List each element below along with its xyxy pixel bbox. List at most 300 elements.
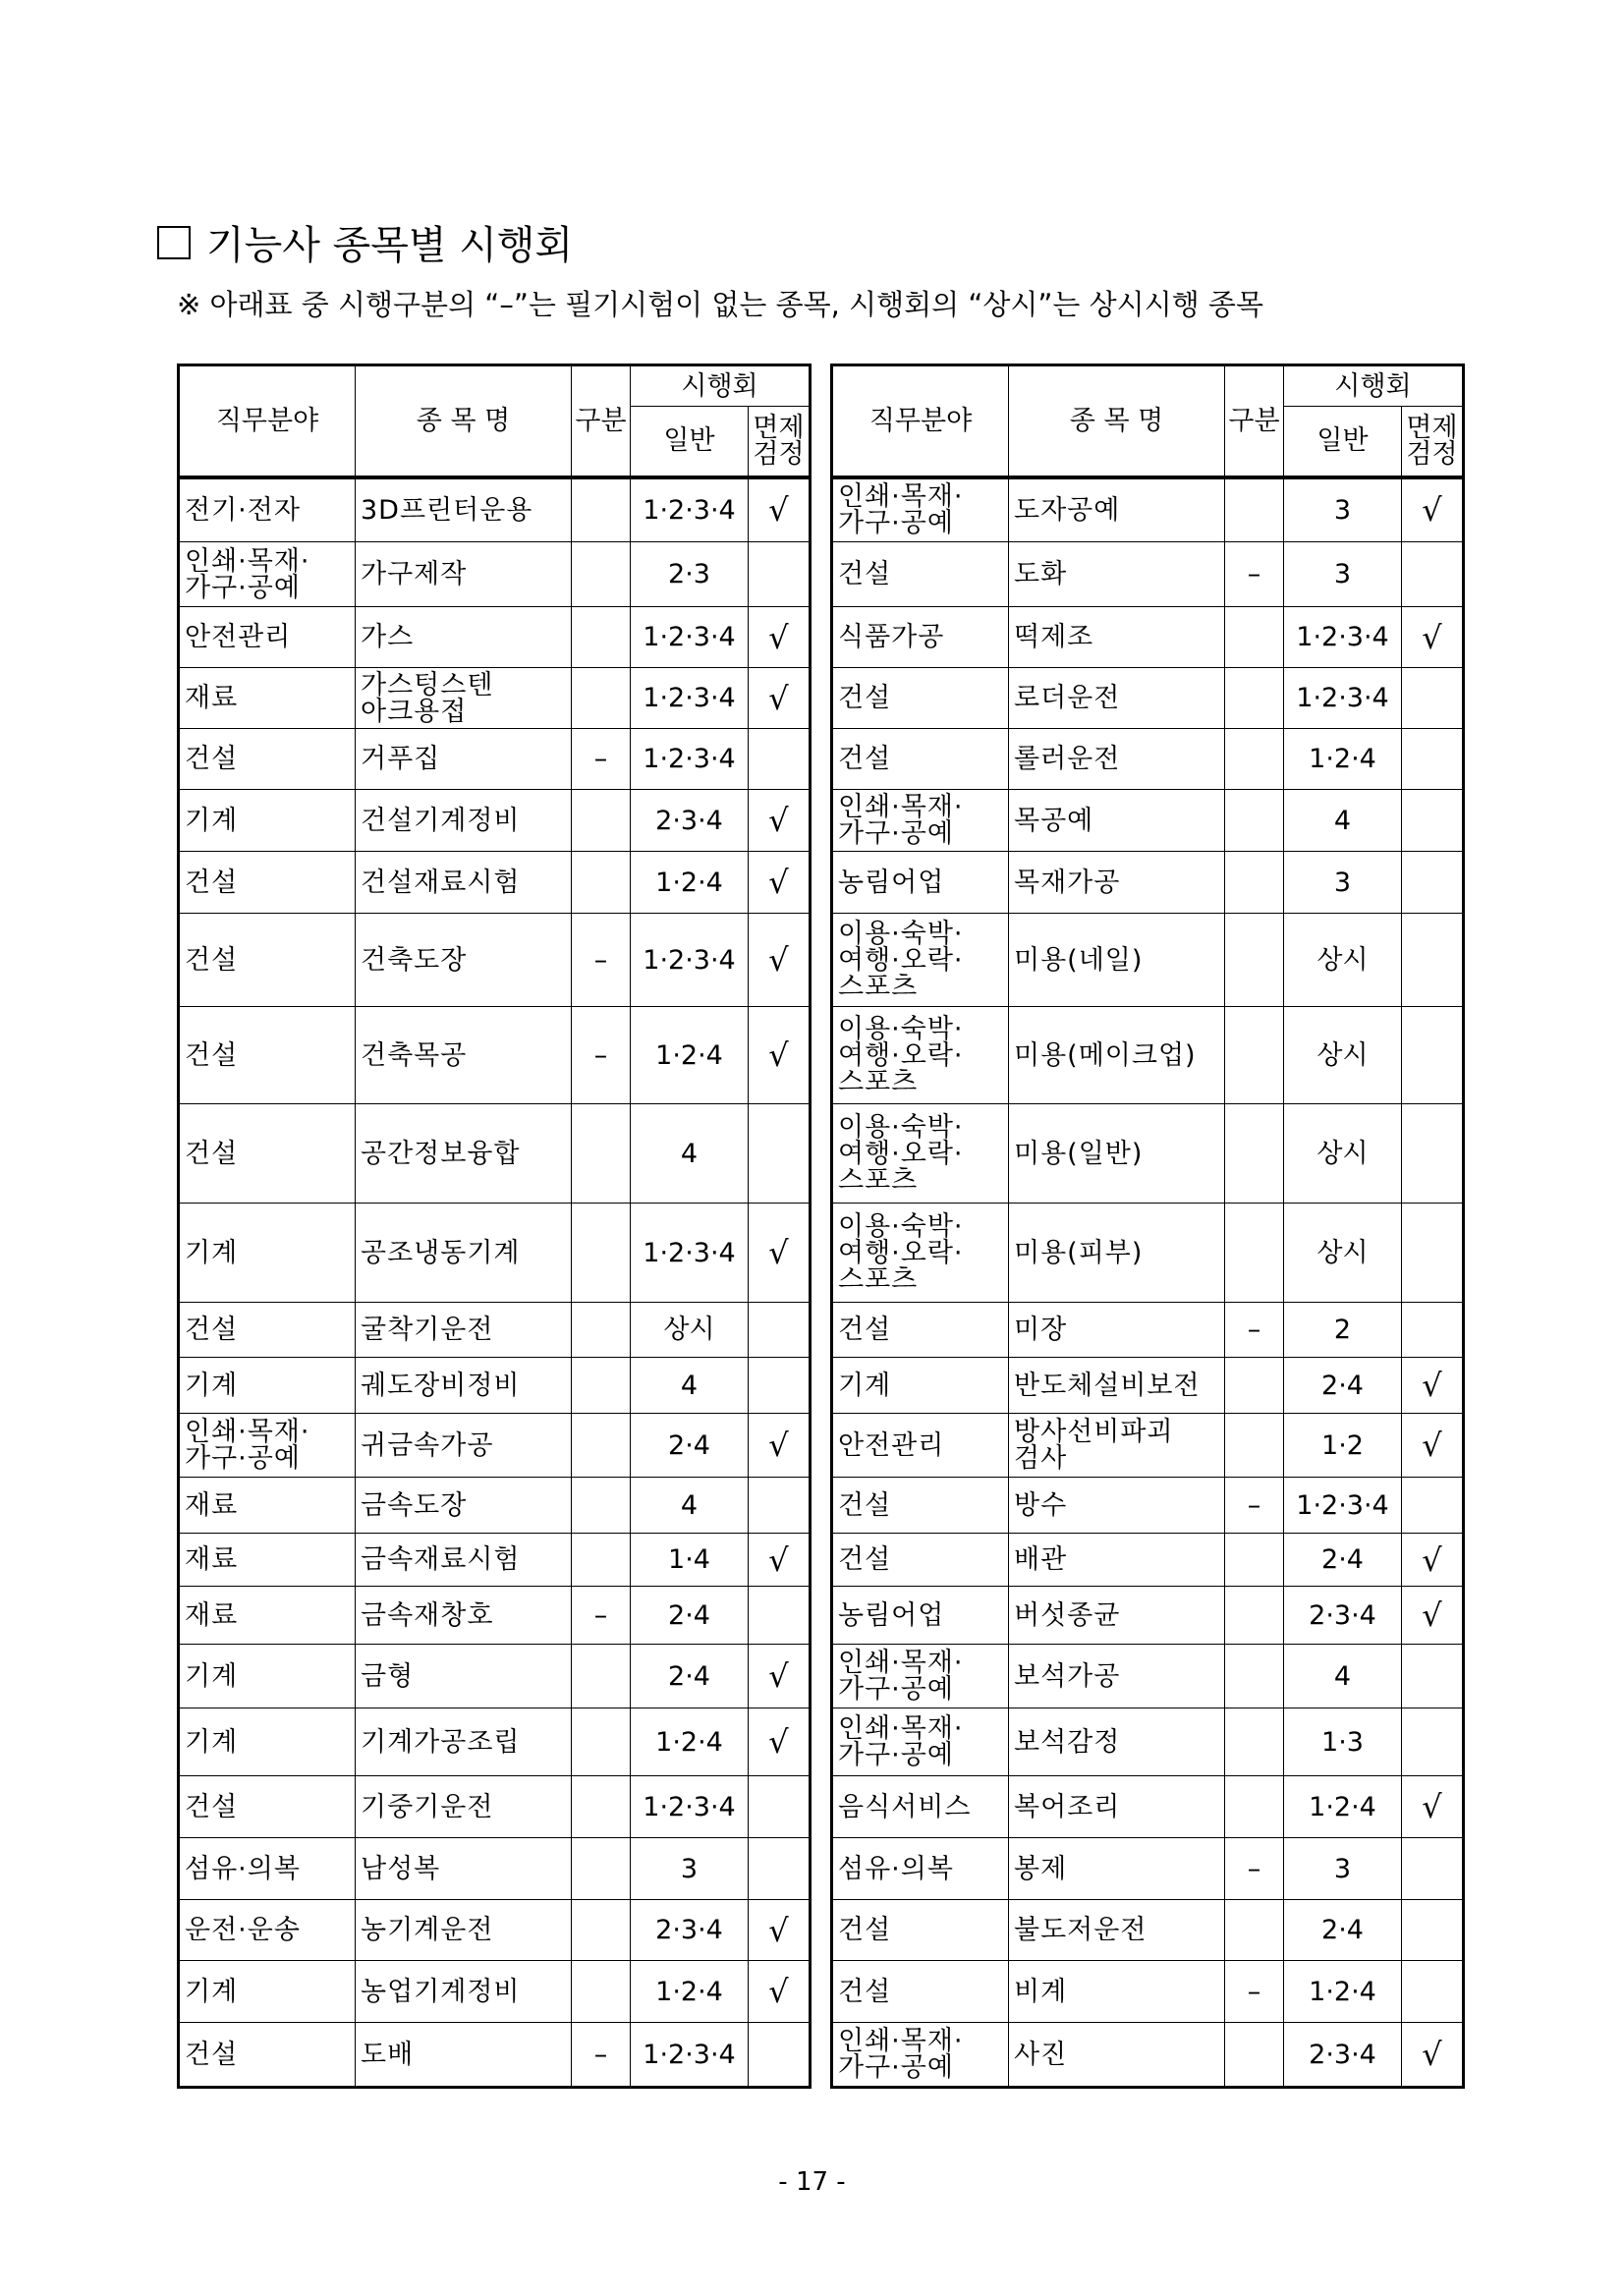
type-cell bbox=[572, 1900, 631, 1961]
type-cell bbox=[1225, 729, 1284, 790]
page-number: - 17 - bbox=[778, 2167, 846, 2197]
table-row bbox=[832, 1776, 1464, 1838]
general-rounds-cell: 1·2·3·4 bbox=[631, 2023, 749, 2088]
type-cell bbox=[572, 790, 631, 852]
general-rounds-cell: 2·4 bbox=[631, 1587, 749, 1645]
schedule-table-right bbox=[830, 364, 1465, 2089]
item-cell: 미용(일반) bbox=[1009, 1104, 1225, 1204]
table-row bbox=[179, 1900, 811, 1961]
table-row bbox=[179, 1303, 811, 1358]
table-row bbox=[179, 1961, 811, 2023]
exempt-cell bbox=[749, 477, 811, 542]
item-cell: 건축도장 bbox=[356, 914, 572, 1007]
table-row bbox=[179, 852, 811, 914]
item-cell: 굴착기운전 bbox=[356, 1303, 572, 1358]
table-row bbox=[832, 542, 1464, 607]
check-mark-icon: √ bbox=[768, 1234, 789, 1271]
type-cell bbox=[1225, 1104, 1284, 1204]
table-row bbox=[832, 790, 1464, 852]
exempt-cell bbox=[1402, 729, 1464, 790]
type-cell bbox=[1225, 2023, 1284, 2088]
type-cell bbox=[572, 1961, 631, 2023]
type-cell bbox=[1225, 477, 1284, 542]
field-cell: 전기·전자 bbox=[179, 477, 356, 542]
type-cell bbox=[572, 1838, 631, 1900]
field-cell: 건설 bbox=[832, 729, 1009, 790]
general-rounds-cell: 1·2·3·4 bbox=[631, 914, 749, 1007]
check-mark-icon: √ bbox=[1422, 618, 1442, 656]
table-row bbox=[179, 607, 811, 668]
table-row bbox=[179, 1534, 811, 1587]
header-type: 구분 bbox=[572, 365, 631, 477]
type-cell bbox=[1225, 1204, 1284, 1303]
general-rounds-cell: 1·2·3·4 bbox=[631, 729, 749, 790]
general-rounds-cell: 3 bbox=[1284, 1838, 1402, 1900]
general-rounds-cell: 1·2·4 bbox=[1284, 1776, 1402, 1838]
field-cell: 안전관리 bbox=[832, 1414, 1009, 1478]
table-row bbox=[832, 477, 1464, 542]
type-cell bbox=[572, 1708, 631, 1776]
exempt-cell bbox=[1402, 1708, 1464, 1776]
field-cell: 식품가공 bbox=[832, 607, 1009, 668]
general-rounds-cell: 1·2·4 bbox=[631, 1007, 749, 1104]
type-cell bbox=[572, 1776, 631, 1838]
item-cell: 기계가공조립 bbox=[356, 1708, 572, 1776]
item-cell: 귀금속가공 bbox=[356, 1414, 572, 1478]
empty-square-icon bbox=[157, 226, 191, 259]
table-row bbox=[179, 542, 811, 607]
item-cell: 공간정보융합 bbox=[356, 1104, 572, 1204]
exempt-cell bbox=[1402, 1961, 1464, 2023]
type-cell bbox=[572, 1534, 631, 1587]
field-cell: 기계 bbox=[832, 1358, 1009, 1414]
exempt-cell bbox=[1402, 1358, 1464, 1414]
table-row bbox=[179, 1358, 811, 1414]
type-cell: – bbox=[572, 2023, 631, 2088]
item-cell: 미용(피부) bbox=[1009, 1204, 1225, 1303]
header-item: 종 목 명 bbox=[356, 365, 572, 477]
item-cell: 버섯종균 bbox=[1009, 1587, 1225, 1645]
field-cell: 음식서비스 bbox=[832, 1776, 1009, 1838]
type-cell bbox=[1225, 1708, 1284, 1776]
type-cell bbox=[572, 1478, 631, 1534]
item-cell: 3D프린터운용 bbox=[356, 477, 572, 542]
type-cell: – bbox=[572, 729, 631, 790]
type-cell: – bbox=[1225, 1838, 1284, 1900]
type-cell bbox=[1225, 852, 1284, 914]
check-mark-icon: √ bbox=[768, 618, 789, 656]
exempt-cell bbox=[749, 1587, 811, 1645]
general-rounds-cell: 2 bbox=[1284, 1303, 1402, 1358]
type-cell bbox=[572, 1414, 631, 1478]
type-cell bbox=[1225, 914, 1284, 1007]
check-mark-icon: √ bbox=[1422, 1788, 1442, 1825]
field-cell: 운전·운송 bbox=[179, 1900, 356, 1961]
field-cell: 재료 bbox=[179, 668, 356, 729]
general-rounds-cell: 1·2·3·4 bbox=[631, 477, 749, 542]
table-row bbox=[179, 729, 811, 790]
field-cell: 건설 bbox=[832, 1303, 1009, 1358]
general-rounds-cell: 1·2 bbox=[1284, 1414, 1402, 1478]
table-row bbox=[179, 1587, 811, 1645]
header-exempt: 면제 검정 bbox=[1402, 407, 1464, 477]
field-cell: 농림어업 bbox=[832, 1587, 1009, 1645]
type-cell: – bbox=[1225, 542, 1284, 607]
item-cell: 비계 bbox=[1009, 1961, 1225, 2023]
field-cell: 건설 bbox=[179, 729, 356, 790]
item-cell: 도자공예 bbox=[1009, 477, 1225, 542]
field-cell: 재료 bbox=[179, 1587, 356, 1645]
exempt-cell bbox=[749, 1838, 811, 1900]
field-cell: 건설 bbox=[832, 668, 1009, 729]
type-cell: – bbox=[1225, 1478, 1284, 1534]
item-cell: 로더운전 bbox=[1009, 668, 1225, 729]
field-cell: 기계 bbox=[179, 1645, 356, 1708]
type-cell bbox=[572, 1645, 631, 1708]
item-cell: 도화 bbox=[1009, 542, 1225, 607]
exempt-cell bbox=[749, 1414, 811, 1478]
check-mark-icon: √ bbox=[1422, 1540, 1442, 1579]
table-row bbox=[179, 2023, 811, 2088]
check-mark-icon: √ bbox=[768, 679, 789, 717]
schedule-table-left bbox=[177, 364, 812, 2089]
table-row bbox=[179, 1007, 811, 1104]
type-cell bbox=[572, 1358, 631, 1414]
type-cell bbox=[572, 1303, 631, 1358]
table-row bbox=[832, 1534, 1464, 1587]
header-type: 구분 bbox=[1225, 365, 1284, 477]
exempt-cell bbox=[1402, 1104, 1464, 1204]
field-cell: 건설 bbox=[832, 1900, 1009, 1961]
item-cell: 방수 bbox=[1009, 1478, 1225, 1534]
exempt-cell bbox=[1402, 1534, 1464, 1587]
exempt-cell bbox=[1402, 1478, 1464, 1534]
check-mark-icon: √ bbox=[1422, 2036, 1442, 2073]
header-general: 일반 bbox=[631, 407, 749, 477]
type-cell bbox=[572, 477, 631, 542]
general-rounds-cell: 1·4 bbox=[631, 1534, 749, 1587]
type-cell bbox=[1225, 1776, 1284, 1838]
general-rounds-cell: 1·2·3·4 bbox=[1284, 668, 1402, 729]
item-cell: 복어조리 bbox=[1009, 1776, 1225, 1838]
exempt-cell bbox=[749, 1303, 811, 1358]
exempt-cell bbox=[1402, 607, 1464, 668]
type-cell: – bbox=[572, 914, 631, 1007]
field-cell: 농림어업 bbox=[832, 852, 1009, 914]
general-rounds-cell: 2·3·4 bbox=[631, 1900, 749, 1961]
item-cell: 떡제조 bbox=[1009, 607, 1225, 668]
item-cell: 가스 bbox=[356, 607, 572, 668]
table-row bbox=[832, 1478, 1464, 1534]
check-mark-icon: √ bbox=[1422, 491, 1442, 530]
table-row bbox=[179, 1645, 811, 1708]
table-row bbox=[179, 790, 811, 852]
item-cell: 롤러운전 bbox=[1009, 729, 1225, 790]
header-field: 직무분야 bbox=[179, 365, 356, 477]
exempt-cell bbox=[1402, 1645, 1464, 1708]
item-cell: 방사선비파괴 검사 bbox=[1009, 1414, 1225, 1478]
item-cell: 도배 bbox=[356, 2023, 572, 2088]
general-rounds-cell: 상시 bbox=[1284, 1204, 1402, 1303]
type-cell bbox=[1225, 1358, 1284, 1414]
type-cell bbox=[1225, 1007, 1284, 1104]
general-rounds-cell: 3 bbox=[631, 1838, 749, 1900]
table-row bbox=[832, 852, 1464, 914]
table-row bbox=[179, 914, 811, 1007]
item-cell: 보석가공 bbox=[1009, 1645, 1225, 1708]
table-row bbox=[832, 668, 1464, 729]
general-rounds-cell: 2·3 bbox=[631, 542, 749, 607]
check-mark-icon: √ bbox=[1422, 1367, 1442, 1404]
general-rounds-cell: 2·4 bbox=[1284, 1358, 1402, 1414]
table-row bbox=[832, 729, 1464, 790]
item-cell: 금속도장 bbox=[356, 1478, 572, 1534]
exempt-cell bbox=[749, 1776, 811, 1838]
field-cell: 재료 bbox=[179, 1534, 356, 1587]
item-cell: 금속재료시험 bbox=[356, 1534, 572, 1587]
field-cell: 섬유·의복 bbox=[179, 1838, 356, 1900]
item-cell: 건설기계정비 bbox=[356, 790, 572, 852]
table-row bbox=[832, 1358, 1464, 1414]
item-cell: 봉제 bbox=[1009, 1838, 1225, 1900]
field-cell: 인쇄·목재· 가구·공예 bbox=[179, 542, 356, 607]
table-row bbox=[179, 668, 811, 729]
general-rounds-cell: 1·2·3·4 bbox=[631, 1204, 749, 1303]
type-cell bbox=[1225, 790, 1284, 852]
general-rounds-cell: 4 bbox=[1284, 1645, 1402, 1708]
general-rounds-cell: 2·3·4 bbox=[1284, 2023, 1402, 2088]
section-heading bbox=[157, 214, 573, 270]
exempt-cell bbox=[749, 1900, 811, 1961]
table-row bbox=[832, 607, 1464, 668]
field-cell: 건설 bbox=[179, 852, 356, 914]
type-cell: – bbox=[572, 1587, 631, 1645]
field-cell: 인쇄·목재· 가구·공예 bbox=[832, 1708, 1009, 1776]
exempt-cell bbox=[749, 607, 811, 668]
general-rounds-cell: 1·2·3·4 bbox=[631, 668, 749, 729]
header-general: 일반 bbox=[1284, 407, 1402, 477]
table-row bbox=[179, 1776, 811, 1838]
exempt-cell bbox=[749, 668, 811, 729]
type-cell bbox=[572, 668, 631, 729]
exempt-cell bbox=[1402, 1587, 1464, 1645]
exempt-cell bbox=[749, 1104, 811, 1204]
exempt-cell bbox=[1402, 477, 1464, 542]
exempt-cell bbox=[1402, 790, 1464, 852]
exempt-cell bbox=[749, 2023, 811, 2088]
field-cell: 건설 bbox=[179, 1104, 356, 1204]
item-cell: 보석감정 bbox=[1009, 1708, 1225, 1776]
header-rounds: 시행회 bbox=[1284, 365, 1464, 407]
item-cell: 건설재료시험 bbox=[356, 852, 572, 914]
check-mark-icon: √ bbox=[768, 1036, 789, 1074]
field-cell: 기계 bbox=[179, 1358, 356, 1414]
field-cell: 인쇄·목재· 가구·공예 bbox=[832, 2023, 1009, 2088]
general-rounds-cell: 1·2·3·4 bbox=[631, 607, 749, 668]
general-rounds-cell: 상시 bbox=[1284, 1007, 1402, 1104]
item-cell: 금속재창호 bbox=[356, 1587, 572, 1645]
field-cell: 안전관리 bbox=[179, 607, 356, 668]
general-rounds-cell: 1·3 bbox=[1284, 1708, 1402, 1776]
exempt-cell bbox=[1402, 1007, 1464, 1104]
table-row bbox=[832, 1900, 1464, 1961]
table-row bbox=[179, 1838, 811, 1900]
check-mark-icon: √ bbox=[768, 864, 789, 901]
exempt-cell bbox=[749, 914, 811, 1007]
table-row bbox=[832, 1007, 1464, 1104]
item-cell: 금형 bbox=[356, 1645, 572, 1708]
table-row bbox=[179, 1204, 811, 1303]
type-cell: – bbox=[1225, 1303, 1284, 1358]
check-mark-icon: √ bbox=[768, 1427, 789, 1464]
field-cell: 건설 bbox=[832, 542, 1009, 607]
item-cell: 농업기계정비 bbox=[356, 1961, 572, 2023]
exempt-cell bbox=[1402, 1303, 1464, 1358]
type-cell bbox=[1225, 1645, 1284, 1708]
field-cell: 건설 bbox=[179, 2023, 356, 2088]
type-cell bbox=[1225, 1900, 1284, 1961]
field-cell: 기계 bbox=[179, 1708, 356, 1776]
type-cell bbox=[1225, 1414, 1284, 1478]
table-row bbox=[832, 1104, 1464, 1204]
item-cell: 미장 bbox=[1009, 1303, 1225, 1358]
item-cell: 남성복 bbox=[356, 1838, 572, 1900]
table-row bbox=[179, 1414, 811, 1478]
field-cell: 건설 bbox=[179, 1007, 356, 1104]
table-row bbox=[832, 2023, 1464, 2088]
field-cell: 인쇄·목재· 가구·공예 bbox=[179, 1414, 356, 1478]
item-cell: 농기계운전 bbox=[356, 1900, 572, 1961]
exempt-cell bbox=[749, 790, 811, 852]
exempt-cell bbox=[749, 729, 811, 790]
exempt-cell bbox=[1402, 1900, 1464, 1961]
field-cell: 이용·숙박· 여행·오락· 스포츠 bbox=[832, 914, 1009, 1007]
general-rounds-cell: 2·3·4 bbox=[631, 790, 749, 852]
check-mark-icon: √ bbox=[768, 1911, 789, 1949]
item-cell: 기중기운전 bbox=[356, 1776, 572, 1838]
field-cell: 건설 bbox=[179, 914, 356, 1007]
type-cell bbox=[572, 607, 631, 668]
general-rounds-cell: 1·2·4 bbox=[631, 1961, 749, 2023]
table-note: ※ 아래표 중 시행구분의 “–”는 필기시험이 없는 종목, 시행회의 “상시”는 상시시행 종목 bbox=[177, 288, 1263, 321]
type-cell: – bbox=[572, 1007, 631, 1104]
header-rounds: 시행회 bbox=[631, 365, 811, 407]
exempt-cell bbox=[749, 1007, 811, 1104]
type-cell: – bbox=[1225, 1961, 1284, 2023]
item-cell: 거푸집 bbox=[356, 729, 572, 790]
item-cell: 반도체설비보전 bbox=[1009, 1358, 1225, 1414]
table-row bbox=[179, 1104, 811, 1204]
table-row bbox=[832, 1645, 1464, 1708]
field-cell: 건설 bbox=[179, 1776, 356, 1838]
exempt-cell bbox=[1402, 1838, 1464, 1900]
general-rounds-cell: 상시 bbox=[631, 1303, 749, 1358]
general-rounds-cell: 2·4 bbox=[1284, 1900, 1402, 1961]
item-cell: 목재가공 bbox=[1009, 852, 1225, 914]
type-cell bbox=[1225, 1587, 1284, 1645]
field-cell: 인쇄·목재· 가구·공예 bbox=[832, 477, 1009, 542]
type-cell bbox=[572, 852, 631, 914]
item-cell: 가구제작 bbox=[356, 542, 572, 607]
type-cell bbox=[1225, 1534, 1284, 1587]
field-cell: 기계 bbox=[179, 790, 356, 852]
exempt-cell bbox=[749, 542, 811, 607]
check-mark-icon: √ bbox=[768, 941, 789, 979]
exempt-cell bbox=[1402, 852, 1464, 914]
field-cell: 재료 bbox=[179, 1478, 356, 1534]
general-rounds-cell: 1·2·3·4 bbox=[631, 1776, 749, 1838]
exempt-cell bbox=[1402, 914, 1464, 1007]
table-row bbox=[832, 1303, 1464, 1358]
item-cell: 건축목공 bbox=[356, 1007, 572, 1104]
item-cell: 목공예 bbox=[1009, 790, 1225, 852]
exempt-cell bbox=[1402, 1414, 1464, 1478]
check-mark-icon: √ bbox=[768, 1723, 789, 1761]
type-cell bbox=[1225, 668, 1284, 729]
field-cell: 섬유·의복 bbox=[832, 1838, 1009, 1900]
field-cell: 인쇄·목재· 가구·공예 bbox=[832, 1645, 1009, 1708]
table-row bbox=[832, 1961, 1464, 2023]
field-cell: 이용·숙박· 여행·오락· 스포츠 bbox=[832, 1204, 1009, 1303]
field-cell: 건설 bbox=[832, 1478, 1009, 1534]
type-cell bbox=[572, 1104, 631, 1204]
table-row bbox=[832, 914, 1464, 1007]
exempt-cell bbox=[1402, 1204, 1464, 1303]
field-cell: 건설 bbox=[179, 1303, 356, 1358]
general-rounds-cell: 1·2·4 bbox=[631, 1708, 749, 1776]
field-cell: 인쇄·목재· 가구·공예 bbox=[832, 790, 1009, 852]
item-cell: 미용(네일) bbox=[1009, 914, 1225, 1007]
check-mark-icon: √ bbox=[768, 1540, 789, 1579]
item-cell: 궤도장비정비 bbox=[356, 1358, 572, 1414]
field-cell: 건설 bbox=[832, 1961, 1009, 2023]
table-row bbox=[832, 1708, 1464, 1776]
field-cell: 기계 bbox=[179, 1204, 356, 1303]
check-mark-icon: √ bbox=[768, 491, 789, 530]
field-cell: 이용·숙박· 여행·오락· 스포츠 bbox=[832, 1104, 1009, 1204]
section-title: 기능사 종목별 시행회 bbox=[206, 223, 574, 268]
exempt-cell bbox=[1402, 2023, 1464, 2088]
check-mark-icon: √ bbox=[768, 1657, 789, 1695]
general-rounds-cell: 2·3·4 bbox=[1284, 1587, 1402, 1645]
type-cell bbox=[1225, 607, 1284, 668]
exempt-cell bbox=[1402, 542, 1464, 607]
general-rounds-cell: 3 bbox=[1284, 477, 1402, 542]
exempt-cell bbox=[749, 1708, 811, 1776]
exempt-cell bbox=[1402, 668, 1464, 729]
header-field: 직무분야 bbox=[832, 365, 1009, 477]
header-item: 종 목 명 bbox=[1009, 365, 1225, 477]
general-rounds-cell: 2·4 bbox=[1284, 1534, 1402, 1587]
check-mark-icon: √ bbox=[1422, 1427, 1442, 1464]
general-rounds-cell: 4 bbox=[631, 1478, 749, 1534]
exempt-cell bbox=[749, 852, 811, 914]
item-cell: 불도저운전 bbox=[1009, 1900, 1225, 1961]
general-rounds-cell: 1·2·4 bbox=[631, 852, 749, 914]
general-rounds-cell: 4 bbox=[1284, 790, 1402, 852]
general-rounds-cell: 상시 bbox=[1284, 1104, 1402, 1204]
general-rounds-cell: 상시 bbox=[1284, 914, 1402, 1007]
general-rounds-cell: 3 bbox=[1284, 542, 1402, 607]
general-rounds-cell: 4 bbox=[631, 1104, 749, 1204]
item-cell: 미용(메이크업) bbox=[1009, 1007, 1225, 1104]
exempt-cell bbox=[749, 1534, 811, 1587]
general-rounds-cell: 1·2·3·4 bbox=[1284, 1478, 1402, 1534]
check-mark-icon: √ bbox=[768, 1973, 789, 2010]
item-cell: 배관 bbox=[1009, 1534, 1225, 1587]
check-mark-icon: √ bbox=[1422, 1596, 1442, 1634]
field-cell: 이용·숙박· 여행·오락· 스포츠 bbox=[832, 1007, 1009, 1104]
